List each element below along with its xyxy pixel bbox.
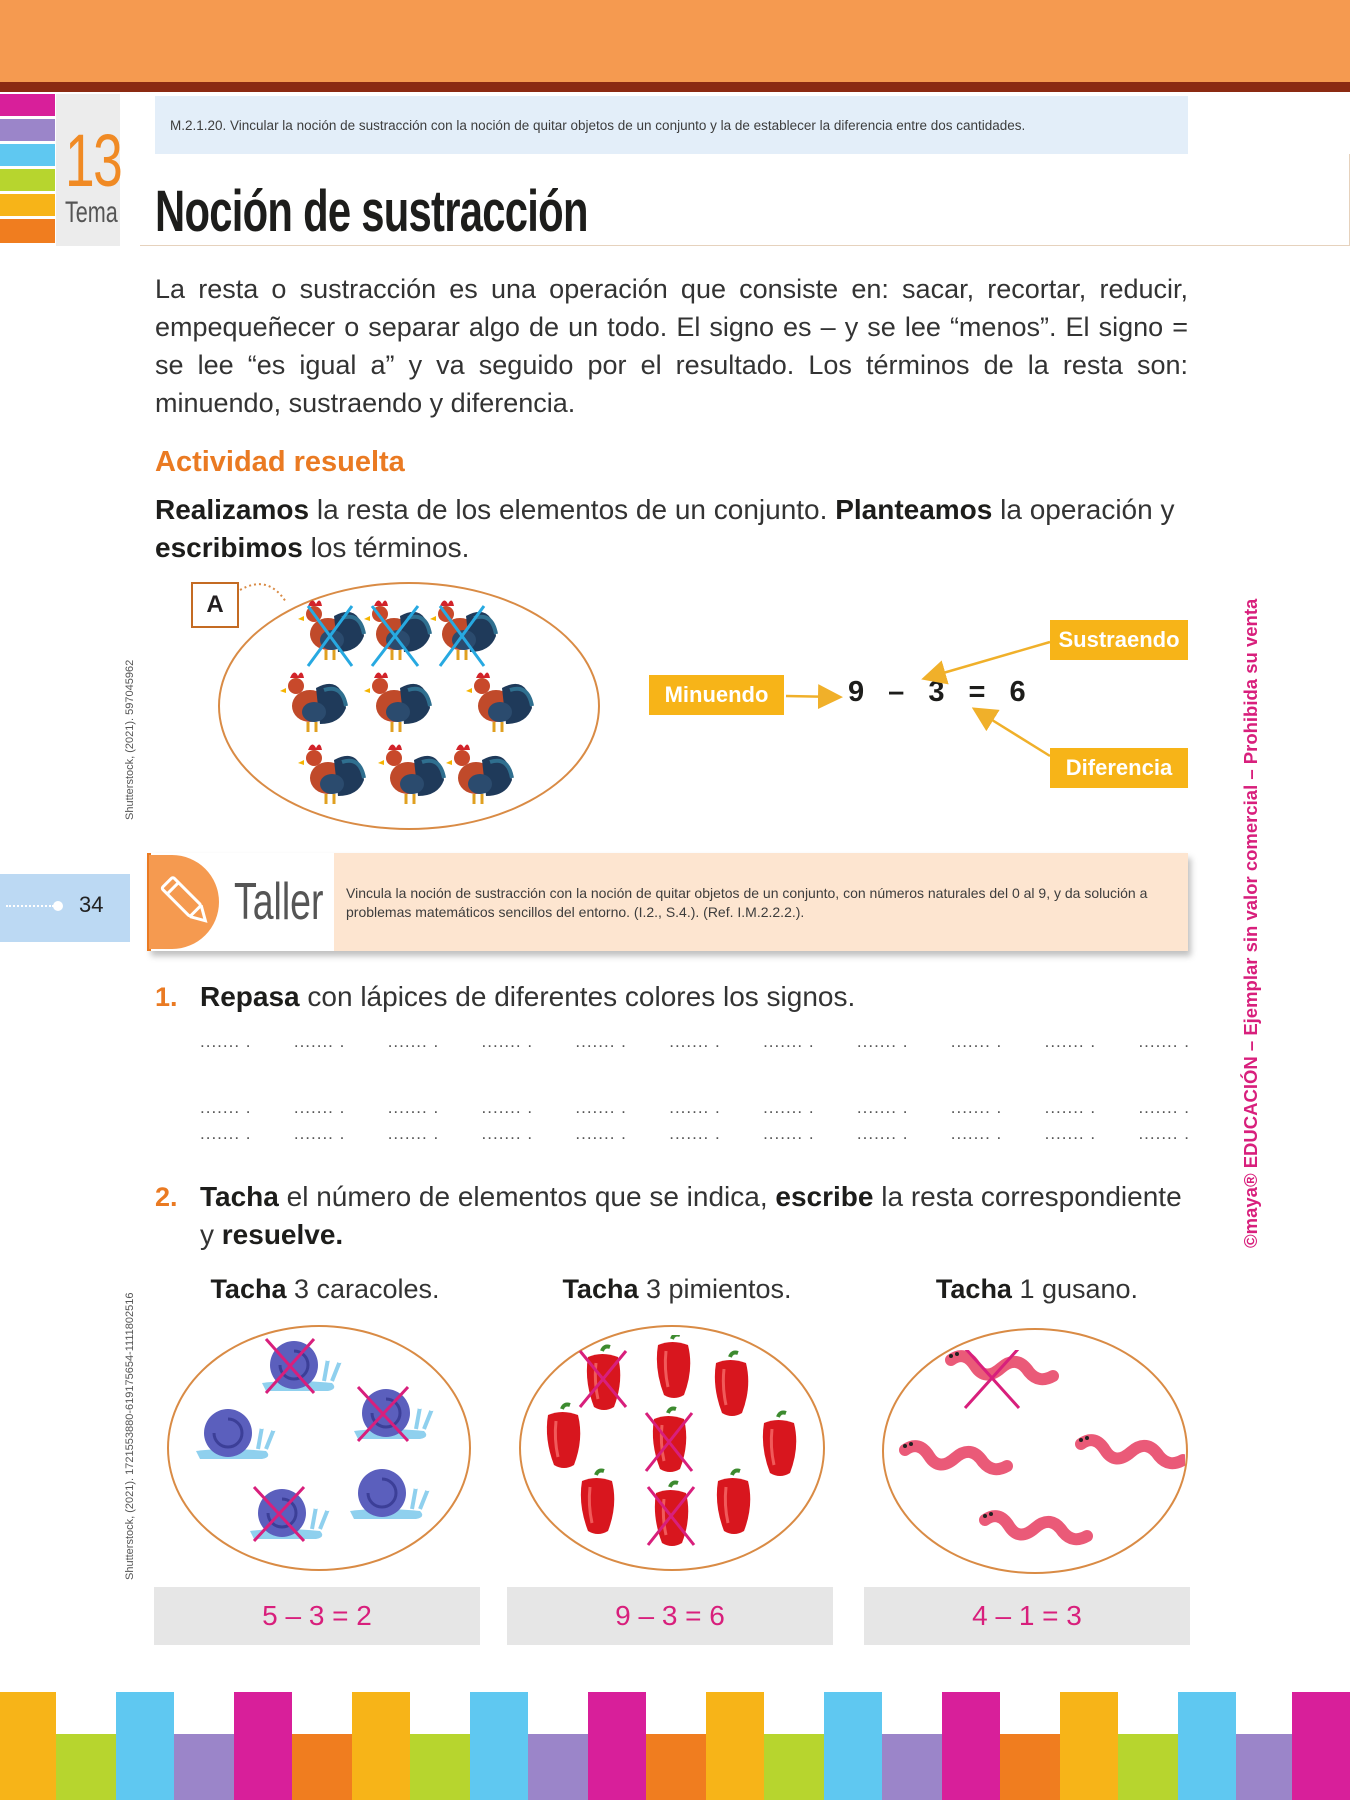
rooster bbox=[446, 744, 512, 804]
example-equation: 9 – 3 = 6 bbox=[848, 676, 1032, 708]
minuendo-label: Minuendo bbox=[649, 675, 784, 715]
image-credit: Shutterstock, (2021). 597045962 bbox=[124, 659, 136, 820]
page-number: 34 bbox=[79, 892, 104, 917]
activity-heading: Actividad resuelta bbox=[155, 446, 405, 478]
tracing-sign[interactable]: ....... . bbox=[669, 1098, 721, 1117]
exercise-1-instruction bbox=[200, 978, 855, 1016]
tracing-sign[interactable]: ....... . bbox=[1044, 1098, 1097, 1117]
publisher-notice: ©maya® EDUCACIÓN – Ejemplar sin valor comercial – Prohibida su venta bbox=[1240, 598, 1261, 1248]
diferencia-label: Diferencia bbox=[1050, 748, 1188, 788]
top-divider bbox=[0, 82, 1350, 92]
page-tab bbox=[0, 874, 130, 942]
tracing-sign[interactable]: ....... . bbox=[950, 1124, 1003, 1143]
task-label-worms bbox=[887, 1274, 1187, 1305]
taller-title: Taller bbox=[234, 873, 324, 931]
instruction-text: el número de elementos que se indica, bbox=[278, 1181, 776, 1212]
tracing-sign[interactable]: ....... . bbox=[481, 1098, 534, 1117]
exercise-2-instruction bbox=[200, 1178, 1200, 1254]
roosters-illustration bbox=[270, 596, 560, 816]
worm bbox=[903, 1442, 1007, 1469]
objective-box: M.2.1.20. Vincular la noción de sustracción con la noción de quitar objetos de un conjunto y la de establecer la diferencia entre dos cantidades. bbox=[155, 96, 1188, 154]
task-verb: Tacha bbox=[562, 1274, 639, 1304]
verb-realizamos: Realizamos bbox=[155, 494, 310, 525]
pepper bbox=[581, 1471, 614, 1535]
worm bbox=[983, 1512, 1087, 1539]
task-text: 3 pimientos. bbox=[638, 1274, 792, 1304]
bottom-decoration bbox=[0, 1692, 1350, 1800]
tracing-sign[interactable]: ....... . bbox=[763, 1124, 815, 1143]
tracing-sign[interactable]: ....... . bbox=[575, 1124, 627, 1143]
sustraendo-label: Sustraendo bbox=[1050, 620, 1188, 660]
task-label-peppers bbox=[527, 1274, 827, 1305]
tracing-sign[interactable]: ....... . bbox=[669, 1124, 721, 1143]
tracing-sign[interactable]: ....... . bbox=[293, 1098, 346, 1117]
pepper bbox=[717, 1471, 750, 1535]
snail bbox=[196, 1409, 278, 1459]
verb-resuelve: resuelve. bbox=[221, 1219, 344, 1250]
pepper bbox=[763, 1413, 796, 1477]
tracing-sign[interactable]: ....... . bbox=[575, 1098, 627, 1117]
instruction-text: con lápices de diferentes colores los signos. bbox=[299, 981, 856, 1012]
page-bullet bbox=[53, 901, 63, 911]
answer-box[interactable]: 5 – 3 = 2 bbox=[154, 1587, 480, 1645]
answer-box[interactable]: 4 – 1 = 3 bbox=[864, 1587, 1190, 1645]
cross-marks bbox=[965, 1350, 1019, 1408]
snail bbox=[350, 1469, 432, 1519]
tracing-sign[interactable]: ....... . bbox=[763, 1098, 815, 1117]
term-arrows bbox=[780, 620, 1060, 770]
rooster bbox=[298, 744, 364, 804]
tracing-sign[interactable]: ....... . bbox=[200, 1032, 252, 1051]
page-title: Noción de sustracción bbox=[155, 179, 588, 244]
rooster bbox=[364, 672, 430, 732]
exercise-number: 1. bbox=[155, 982, 178, 1012]
tracing-sign[interactable]: ....... . bbox=[200, 1098, 252, 1117]
tracing-sign[interactable]: ....... . bbox=[950, 1032, 1003, 1051]
instruction-text: la resta correspondiente y bbox=[200, 1181, 1182, 1250]
set-label: A bbox=[191, 582, 239, 628]
tracing-sign[interactable]: ....... . bbox=[575, 1032, 627, 1051]
tema-number: 13 bbox=[64, 119, 122, 202]
instruction-text: los términos. bbox=[302, 532, 470, 563]
tema-label: Tema bbox=[64, 196, 118, 229]
rooster bbox=[466, 672, 532, 732]
answer-box[interactable]: 9 – 3 = 6 bbox=[507, 1587, 833, 1645]
tracing-sign[interactable]: ....... . bbox=[950, 1098, 1003, 1117]
tracing-sign[interactable]: ....... . bbox=[293, 1032, 346, 1051]
tracing-row[interactable] bbox=[200, 1098, 1190, 1118]
snails-illustration bbox=[190, 1335, 460, 1560]
task-verb: Tacha bbox=[210, 1274, 287, 1304]
tracing-sign[interactable]: ....... . bbox=[669, 1032, 721, 1051]
verb-repasa: Repasa bbox=[200, 981, 300, 1012]
task-label-snails bbox=[175, 1274, 475, 1305]
instruction-text: la resta de los elementos de un conjunto. bbox=[309, 494, 836, 525]
rooster bbox=[280, 672, 346, 732]
color-bar bbox=[0, 119, 55, 141]
pepper bbox=[547, 1405, 580, 1469]
verb-escribimos: escribimos bbox=[155, 532, 303, 563]
pepper bbox=[657, 1335, 690, 1398]
tracing-sign[interactable]: ....... . bbox=[387, 1124, 440, 1143]
tracing-sign[interactable]: ....... . bbox=[856, 1032, 909, 1051]
color-bar bbox=[0, 94, 55, 116]
tracing-sign[interactable]: ....... . bbox=[200, 1124, 252, 1143]
tracing-sign[interactable]: ....... . bbox=[387, 1098, 440, 1117]
peppers-illustration bbox=[530, 1335, 820, 1560]
verb-planteamos: Planteamos bbox=[835, 494, 993, 525]
worms-illustration bbox=[895, 1350, 1185, 1560]
exercise-number: 2. bbox=[155, 1182, 178, 1212]
color-bar bbox=[0, 144, 55, 166]
worm bbox=[1079, 1436, 1183, 1463]
task-verb: Tacha bbox=[935, 1274, 1012, 1304]
taller-description: Vincula la noción de sustracción con la noción de quitar objetos de un conjunto, con números naturales del 0 al 9, y da solución a problemas matemáticos sencillos del entorno. (I.2., S.4.). (Ref. I.M.2.2.2.). bbox=[346, 885, 1148, 920]
activity-instructions bbox=[155, 491, 1195, 567]
pencil-icon bbox=[156, 870, 218, 932]
tracing-sign[interactable]: ....... . bbox=[293, 1124, 346, 1143]
pepper bbox=[715, 1353, 748, 1417]
rooster bbox=[430, 600, 496, 660]
tracing-sign[interactable]: ....... . bbox=[1138, 1098, 1190, 1117]
tracing-sign[interactable]: ....... . bbox=[1138, 1124, 1190, 1143]
tracing-sign[interactable]: ....... . bbox=[481, 1032, 534, 1051]
intro-paragraph: La resta o sustracción es una operación que consiste en: sacar, recortar, reducir, empequeñecer o separar algo de un todo. El signo es – y se lee “menos”. El signo = se lee “es igual a” y va seguido por el resultado. Los términos de la resta son: minuendo, sustraendo y diferencia. bbox=[155, 274, 1188, 418]
task-text: 3 caracoles. bbox=[286, 1274, 440, 1304]
color-bar bbox=[0, 219, 55, 243]
tracing-sign[interactable]: ....... . bbox=[481, 1124, 534, 1143]
rooster bbox=[298, 600, 364, 660]
tracing-sign[interactable]: ....... . bbox=[1044, 1032, 1097, 1051]
tracing-row[interactable] bbox=[200, 1124, 1190, 1144]
instruction-text: la operación y bbox=[992, 494, 1175, 525]
tracing-row[interactable] bbox=[200, 1032, 1190, 1052]
top-band bbox=[0, 0, 1350, 82]
rooster bbox=[378, 744, 444, 804]
tracing-sign[interactable]: ....... . bbox=[387, 1032, 440, 1051]
tracing-sign[interactable]: ....... . bbox=[763, 1032, 815, 1051]
worm bbox=[949, 1352, 1053, 1379]
verb-tacha: Tacha bbox=[200, 1181, 279, 1212]
tracing-sign[interactable]: ....... . bbox=[856, 1124, 909, 1143]
tracing-sign[interactable]: ....... . bbox=[856, 1098, 909, 1117]
task-text: 1 gusano. bbox=[1011, 1274, 1139, 1304]
color-bar bbox=[0, 194, 55, 216]
tracing-sign[interactable]: ....... . bbox=[1044, 1124, 1097, 1143]
tema-badge bbox=[56, 94, 120, 246]
tracing-sign[interactable]: ....... . bbox=[1138, 1032, 1190, 1051]
color-bar bbox=[0, 169, 55, 191]
page-dots bbox=[6, 905, 54, 907]
image-credit: Shutterstock, (2021). 1721553880-619175654-1111802516 bbox=[124, 1292, 136, 1580]
verb-escribe: escribe bbox=[775, 1181, 874, 1212]
